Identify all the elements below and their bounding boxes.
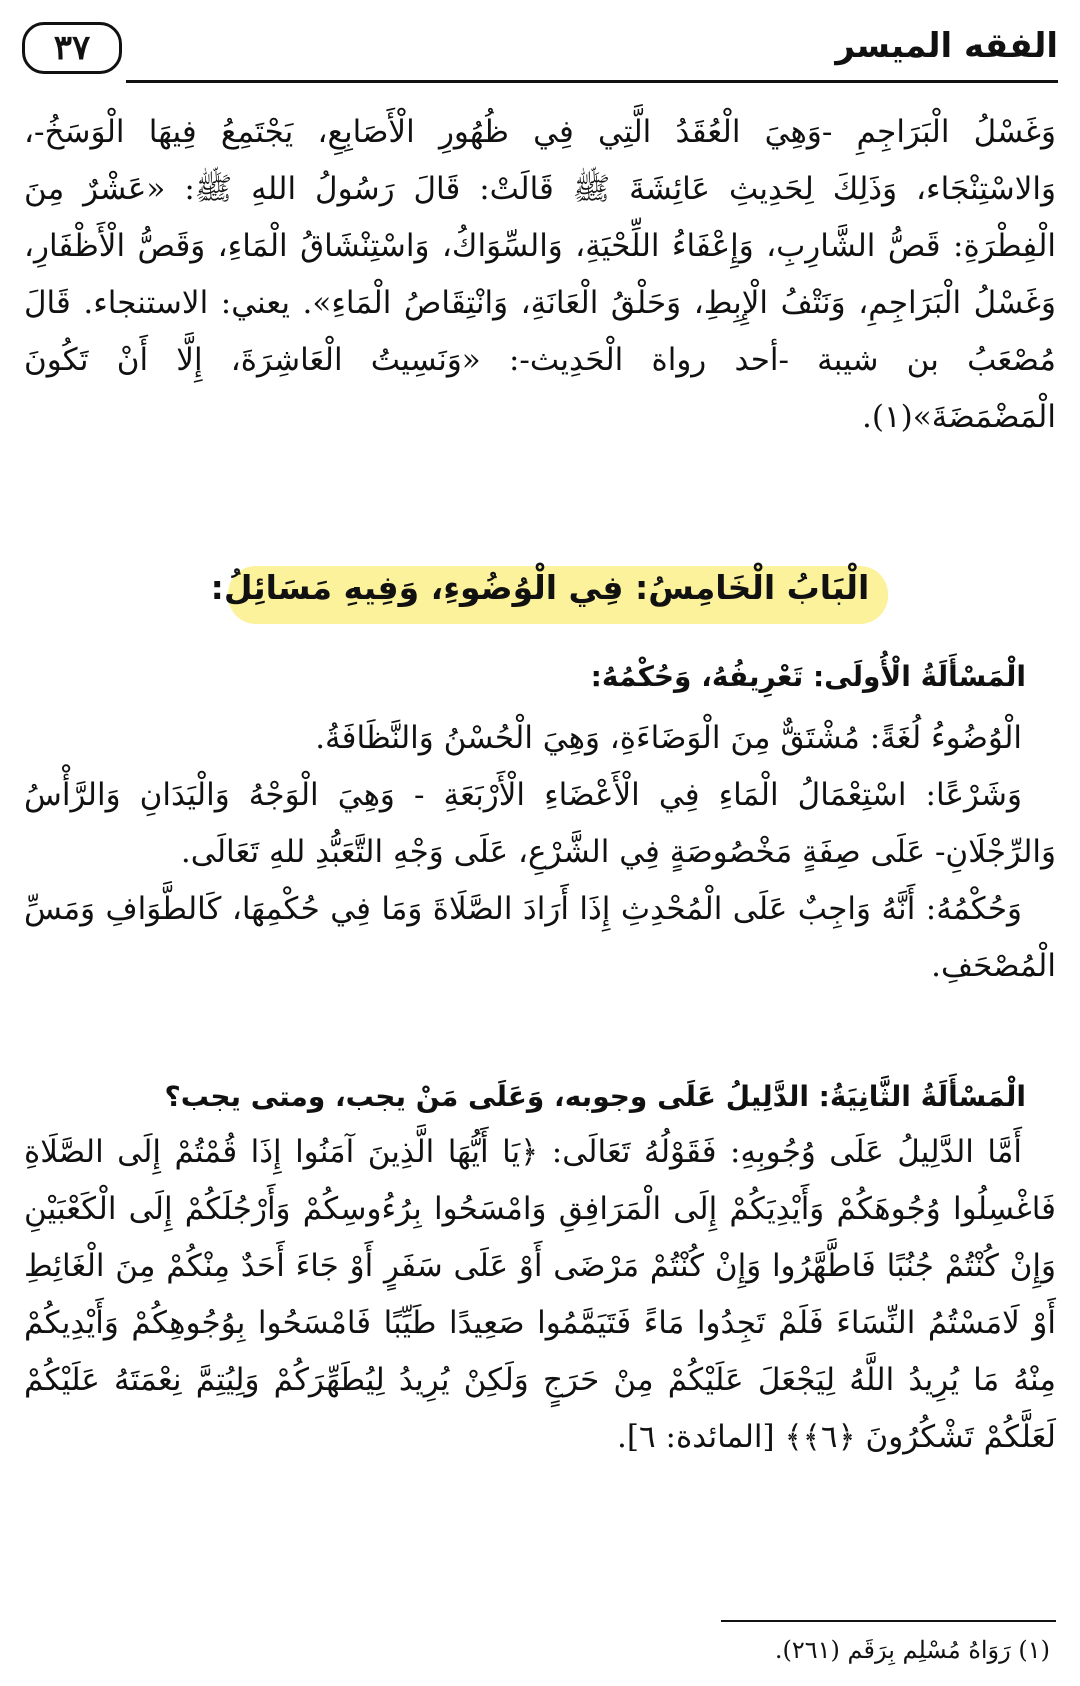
- page-header: [22, 22, 1058, 84]
- book-title: الفقه الميسر: [835, 26, 1058, 66]
- footnote: (١) رَوَاهُ مُسْلِم بِرَقَم (٢٦١).: [774, 1636, 1050, 1664]
- issue-one-body: [24, 710, 1056, 995]
- issue-one-heading: الْمَسْأَلَةُ الْأُولَى: تَعْرِيفُهُ، وَحُكْمُهُ:: [590, 660, 1026, 693]
- chapter-heading-block: [0, 560, 1080, 630]
- footnote-rule: [721, 1620, 1056, 1622]
- definition-sharia: وَشَرْعًا: اسْتِعْمَالُ الْمَاءِ فِي الْأَعْضَاءِ الْأَرْبَعَةِ - وَهِيَ الْوَجْهُ وَالْيَدَانِ وَالرَّأْسُ وَالرِّجْلَانِ- عَلَى صِفَةٍ مَخْصُوصَةٍ فِي الشَّرْعِ، عَلَى وَجْهِ التَّعَبُّدِ للهِ تَعَالَى.: [24, 777, 1056, 870]
- header-rule: [126, 80, 1058, 83]
- issue-two-body: أَمَّا الدَّلِيلُ عَلَى وُجُوبِهِ: فَقَوْلُهُ تَعَالَى: ﴿يَا أَيُّهَا الَّذِينَ آمَنُوا إِذَا قُمْتُمْ إِلَى الصَّلَاةِ فَاغْسِلُوا وُجُوهَكُمْ وَأَيْدِيَكُمْ إِلَى الْمَرَافِقِ وَامْسَحُوا بِرُءُوسِكُمْ وَأَرْجُلَكُمْ إِلَى الْكَعْبَيْنِ وَإِنْ كُنْتُمْ جُنُبًا فَاطَّهَّرُوا وَإِنْ كُنْتُمْ مَرْضَى أَوْ عَلَى سَفَرٍ أَوْ جَاءَ أَحَدٌ مِنْكُمْ مِنَ الْغَائِطِ أَوْ لَامَسْتُمُ النِّسَاءَ فَلَمْ تَجِدُوا مَاءً فَتَيَمَّمُوا صَعِيدًا طَيِّبًا فَامْسَحُوا بِوُجُوهِكُمْ وَأَيْدِيكُمْ مِنْهُ مَا يُرِيدُ اللَّهُ لِيَجْعَلَ عَلَيْكُمْ مِنْ حَرَجٍ وَلَكِنْ يُرِيدُ لِيُطَهِّرَكُمْ وَلِيُتِمَّ نِعْمَتَهُ عَلَيْكُمْ لَعَلَّكُمْ تَشْكُرُونَ ﴿٦﴾﴾ [المائدة: ٦].: [24, 1134, 1056, 1455]
- chapter-heading: الْبَابُ الْخَامِسُ: فِي الْوُضُوءِ، وَفِيهِ مَسَائِلُ:: [210, 568, 870, 607]
- intro-paragraph: وَغَسْلُ الْبَرَاجِمِ -وَهِيَ الْعُقَدُ الَّتِي فِي ظُهُورِ الْأَصَابِعِ، يَجْتَمِعُ فِيهَا الْوَسَخُ-، وَالاسْتِنْجَاء، وَذَلِكَ لِحَدِيثِ عَائِشَةَ ﷺ قَالَتْ: قَالَ رَسُولُ اللهِ ﷺ: «عَشْرٌ مِنَ الْفِطْرَةِ: قَصُّ الشَّارِبِ، وَإِعْفَاءُ اللِّحْيَةِ، وَالسِّوَاكُ، وَاسْتِنْشَاقُ الْمَاءِ، وَقَصُّ الْأَظْفَارِ، وَغَسْلُ الْبَرَاجِمِ، وَنَتْفُ الْإِبِطِ، وَحَلْقُ الْعَانَةِ، وَانْتِقَاصُ الْمَاءِ». يعني: الاستنجاء. قَالَ مُصْعَبُ بن شيبة -أحد رواة الْحَدِيث-: «وَنَسِيتُ الْعَاشِرَةَ، إِلَّا أَنْ تَكُونَ الْمَضْمَضَةَ»(١).: [24, 114, 1056, 435]
- ruling-paragraph: وَحُكْمُهُ: أَنَّهُ وَاجِبٌ عَلَى الْمُحْدِثِ إِذَا أَرَادَ الصَّلَاةَ وَمَا فِي حُكْمِهَا، كَالطَّوَافِ وَمَسِّ الْمُصْحَفِ.: [24, 891, 1056, 984]
- issue-two-heading: الْمَسْأَلَةُ الثَّانِيَةُ: الدَّلِيلُ عَلَى وجوبه، وَعَلَى مَنْ يجب، ومتى يجب؟: [164, 1080, 1026, 1113]
- definition-language: الْوُضُوءُ لُغَةً: مُشْتَقٌّ مِنَ الْوَضَاءَةِ، وَهِيَ الْحُسْنُ وَالنَّظَافَةُ.: [315, 720, 1022, 756]
- page-number: ٣٧: [22, 22, 122, 74]
